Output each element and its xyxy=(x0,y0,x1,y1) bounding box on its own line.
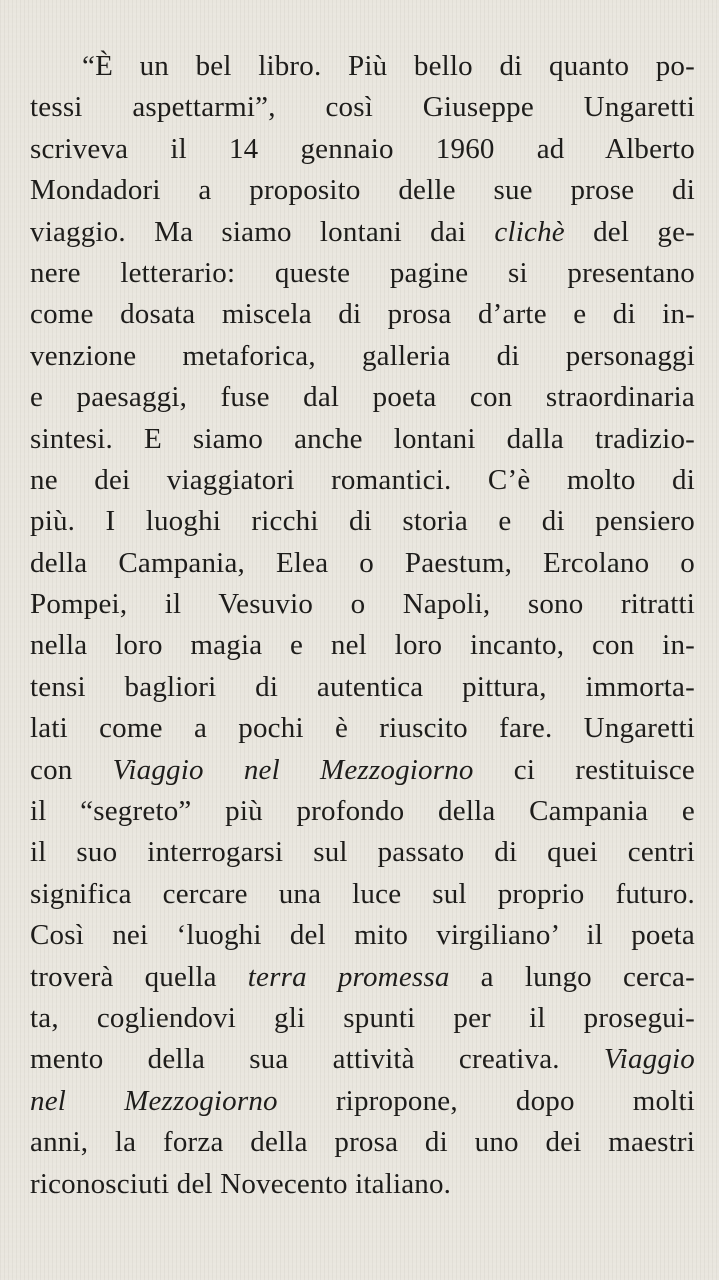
text-segment: più. I luoghi ricchi di storia e di pensiero xyxy=(30,505,695,538)
text-segment: il suo interrogarsi sul passato di quei centri xyxy=(30,836,695,869)
text-segment: anni, la forza della prosa di uno dei maestri xyxy=(30,1126,695,1159)
text-line xyxy=(30,791,695,832)
text-segment: Mondadori a proposito delle sue prose di xyxy=(30,174,695,207)
text-segment: Così nei ‘luoghi del mito virgiliano’ il poeta xyxy=(30,919,695,952)
text-segment: “È un bel libro. Più bello di quanto po- xyxy=(82,50,695,82)
text-segment: come dosata miscela di prosa d’arte e di in- xyxy=(30,298,695,331)
text-segment: ripropone, dopo molti xyxy=(277,1084,695,1117)
text-segment: lati come a pochi è riuscito fare. Ungaretti xyxy=(30,712,695,745)
text-line xyxy=(30,1164,695,1205)
italic-text-segment: nel Mezzogiorno xyxy=(30,1084,278,1117)
text-segment: con xyxy=(30,753,113,786)
text-segment: viaggio. Ma siamo lontani dai xyxy=(30,215,495,248)
text-line xyxy=(30,543,695,584)
blurb-paragraph xyxy=(30,46,695,1205)
text-segment: venzione metaforica, galleria di personaggi xyxy=(30,339,695,372)
text-segment: nella loro magia e nel loro incanto, con in- xyxy=(30,629,695,662)
text-segment: tessi aspettarmi”, così Giuseppe Ungaretti xyxy=(30,91,695,124)
text-line xyxy=(30,294,695,335)
text-line xyxy=(30,129,695,170)
text-segment: il “segreto” più profondo della Campania e xyxy=(30,795,695,828)
italic-text-segment: Viaggio nel Mezzogiorno xyxy=(112,753,474,786)
text-segment: significa cercare una luce sul proprio futuro. xyxy=(30,877,695,910)
text-segment: della Campania, Elea o Paestum, Ercolano o xyxy=(30,546,695,579)
text-segment: e paesaggi, fuse dal poeta con straordinaria xyxy=(30,381,695,414)
text-line xyxy=(30,708,695,749)
text-line xyxy=(30,584,695,625)
text-segment: ne dei viaggiatori romantici. C’è molto di xyxy=(30,463,695,496)
italic-text-segment: Viaggio xyxy=(603,1043,695,1076)
text-segment: riconosciuti del Novecento italiano. xyxy=(30,1167,452,1200)
text-line xyxy=(30,625,695,666)
text-line xyxy=(30,87,695,128)
text-segment: nere letterario: queste pagine si presentano xyxy=(30,256,695,289)
text-segment: troverà quella xyxy=(30,960,248,993)
text-segment: Pompei, il Vesuvio o Napoli, sono ritratti xyxy=(30,588,695,621)
text-segment: tensi bagliori di autentica pittura, immorta- xyxy=(30,670,695,703)
text-line xyxy=(30,212,695,253)
text-line xyxy=(30,998,695,1039)
text-segment: mento della sua attività creativa. xyxy=(30,1043,604,1076)
text-line xyxy=(30,957,695,998)
text-line xyxy=(30,874,695,915)
text-line xyxy=(30,750,695,791)
text-line xyxy=(30,419,695,460)
text-line xyxy=(30,377,695,418)
text-line xyxy=(30,832,695,873)
italic-text-segment: terra promessa xyxy=(247,960,450,993)
text-line xyxy=(30,915,695,956)
text-line xyxy=(30,460,695,501)
text-segment: a lungo cerca- xyxy=(449,960,695,993)
text-line xyxy=(30,1081,695,1122)
text-line xyxy=(30,170,695,211)
text-line xyxy=(30,253,695,294)
text-line xyxy=(30,667,695,708)
text-segment: scriveva il 14 gennaio 1960 ad Alberto xyxy=(30,132,695,165)
text-segment: sintesi. E siamo anche lontani dalla tradizio- xyxy=(30,422,695,455)
italic-text-segment: clichè xyxy=(494,215,565,248)
text-segment: del ge- xyxy=(564,215,696,248)
text-line xyxy=(30,46,695,87)
text-segment: ta, cogliendovi gli spunti per il prosegui- xyxy=(30,1001,695,1034)
text-line xyxy=(30,1122,695,1163)
text-line xyxy=(30,501,695,542)
text-line xyxy=(30,336,695,377)
text-line xyxy=(30,1039,695,1080)
text-segment: ci restituisce xyxy=(473,753,695,786)
